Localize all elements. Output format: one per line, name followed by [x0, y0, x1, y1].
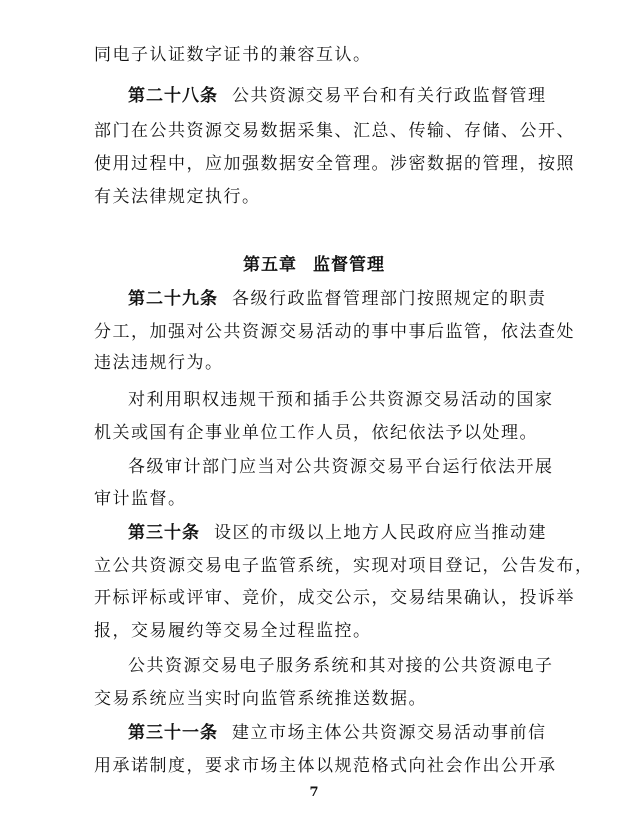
- text-line: 交易系统应当实时向监管系统推送数据。: [94, 689, 427, 709]
- text-line: 用承诺制度，要求市场主体以规范格式向社会作出公开承: [94, 756, 557, 776]
- page-number: 7: [309, 785, 319, 800]
- text-line: 公共资源交易电子服务系统和其对接的公共资源电子: [128, 656, 554, 676]
- text-fragment: 公共资源交易平台和有关行政监督管理: [232, 86, 547, 106]
- text-line: 同电子认证数字证书的兼容互认。: [94, 45, 372, 65]
- article-label: 第三十一条: [128, 723, 218, 743]
- article-label: 第二十八条: [128, 86, 218, 106]
- article-31-first-line: [94, 717, 547, 749]
- text-line: 部门在公共资源交易数据采集、汇总、传输、存储、公开、: [94, 121, 575, 141]
- text-line: 违法违规行为。: [94, 353, 224, 373]
- article-30-first-line: [94, 517, 547, 549]
- text-line: 开标评标或评审、竞价，成交公示，交易结果确认，投诉举: [94, 588, 575, 608]
- chapter-heading: [0, 249, 628, 281]
- text-fragment: 各级行政监督管理部门按照规定的职责: [232, 289, 547, 309]
- chapter-number: 第五章: [243, 255, 297, 275]
- text-line: 报，交易履约等交易全过程监控。: [94, 621, 372, 641]
- text-line: 审计监督。: [94, 489, 187, 509]
- text-line: 对利用职权违规干预和插手公共资源交易活动的国家: [128, 390, 554, 410]
- text-line: 机关或国有企事业单位工作人员，依纪依法予以处理。: [94, 423, 538, 443]
- text-fragment: 建立市场主体公共资源交易活动事前信: [232, 723, 547, 743]
- text-line: 分工，加强对公共资源交易活动的事中事后监管，依法查处: [94, 322, 575, 342]
- text-line: 使用过程中，应加强数据安全管理。涉密数据的管理，按照: [94, 154, 575, 174]
- text-line: 立公共资源交易电子监管系统，实现对项目登记，公告发布，: [94, 556, 594, 576]
- chapter-title: 监督管理: [313, 255, 385, 275]
- text-line: 有关法律规定执行。: [94, 187, 261, 207]
- text-fragment: 设区的市级以上地方人民政府应当推动建: [214, 523, 547, 543]
- article-29-first-line: [94, 283, 547, 315]
- text-line: 各级审计部门应当对公共资源交易平台运行依法开展: [128, 457, 554, 477]
- article-label: 第二十九条: [128, 289, 218, 309]
- article-28-first-line: [94, 80, 547, 112]
- article-label: 第三十条: [128, 523, 200, 543]
